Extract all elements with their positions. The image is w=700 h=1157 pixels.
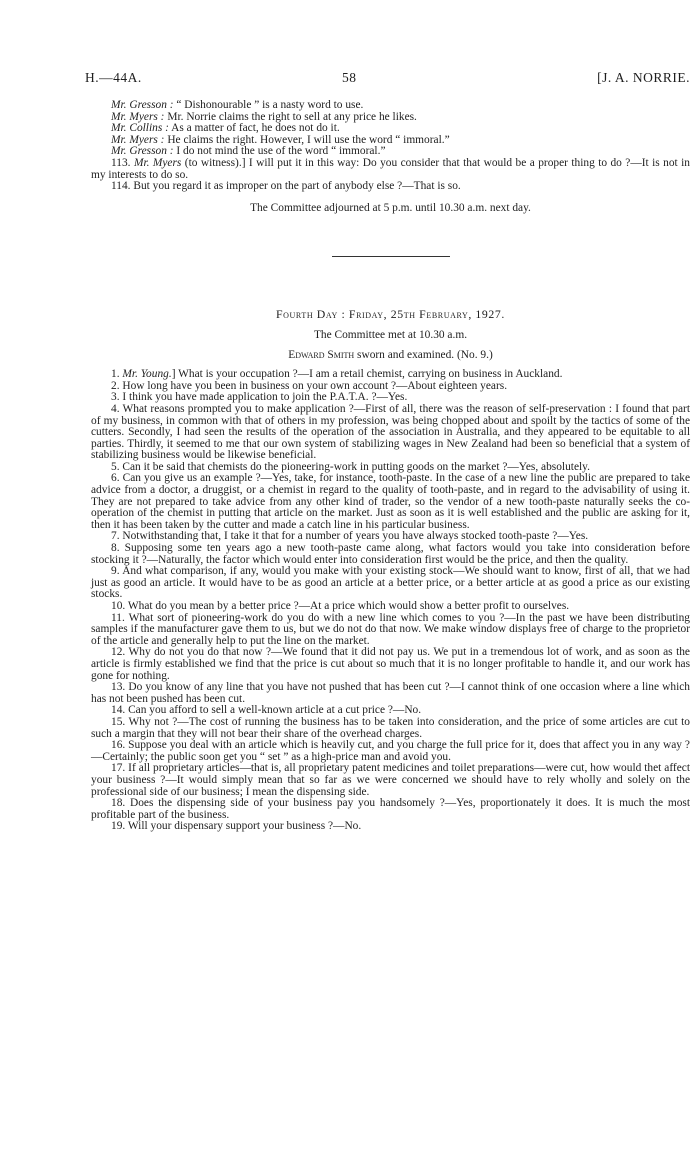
question-paragraph: 5. Can it be said that chemists do the pioneering-work in putting goods on the market ?—Yes, absolutely. <box>111 460 590 473</box>
question-paragraph: 17. If all proprietary articles—that is, all proprietary patent medicines and toilet preparations—were cut, how would thet affect your business ?—It would simply mean that so far as we were concerned we should have to rely wholly and solely on the professional side of our business; I mean the dispensing side. <box>91 762 690 798</box>
page-body <box>91 100 690 833</box>
question-1 <box>91 369 690 381</box>
question-paragraph: 10. What do you mean by a better price ?—At a price which would show a better profit to ourselves. <box>111 600 570 612</box>
question-paragraph: 19. Will your dispensary support your business ?—No. <box>111 820 362 833</box>
question-114: 114. But you regard it as improper on the part of anybody else ?—That is so. <box>111 180 461 193</box>
speaker-name: Mr. Myers : <box>111 133 165 146</box>
witness-running-head: [J. A. NORRIE. <box>597 70 690 85</box>
question-113 <box>91 158 690 181</box>
question-paragraph: 16. Suppose you deal with an article which is heavily cut, and you charge the full price for it, does that affect you in any way ?—Certainly; the public soon get you “ set ” as a high-price man and avoid you. <box>91 739 690 763</box>
speaker-name: Mr. Gresson : <box>111 99 174 111</box>
question-paragraph: 11. What sort of pioneering-work do you do with a new line which comes to you ?—In the past we have been distributing samples if the manufacturer gave them to us, but we do not do that now. We make window displays free of charge to the proprietor of the article and generally help to put the line on the market. <box>91 611 690 647</box>
question-paragraph: 4. What reasons prompted you to make application ?—First of all, there was the reason of self-preservation : I found that part of my business, in common with that of others in my profession, was being chopped about and spoilt by the tactics of some of the cutters. Secondly, I had seen the results of the operation of the association in Australia, and they appeared to be equitable to all parties. Thirdly, it seemed to me that our own system of stabilizing wages in New Zealand had been so beneficial that a system of stabilizing business would be likewise beneficial. <box>91 402 690 462</box>
question-paragraph: 18. Does the dispensing side of your business pay you handsomely ?—Yes, proportionately it does. It is much the most profitable part of the business. <box>91 797 690 821</box>
question-number: 1. <box>111 368 120 381</box>
question-paragraph: 7. Notwithstanding that, I take it that for a number of years you have always stocked tooth-paste ?—Yes. <box>111 530 589 543</box>
day-heading: Fourth Day : Friday, 25th February, 1927. <box>276 307 505 322</box>
witness-name: Edward Smith <box>288 348 355 361</box>
question-number: 113. <box>111 156 131 169</box>
question-paragraph: 8. Supposing some ten years ago a new tooth-paste came along, what factors would you take into consideration before stocking it ?—Naturally, the factor which would enter into consideration first would be the price, and then the quality. <box>91 542 690 566</box>
speaker-name: Mr. Gresson : <box>111 145 174 158</box>
speaker-name: Mr. Myers <box>133 156 182 169</box>
exchange-text: I do not mind the use of the word “ immoral.” <box>176 145 386 158</box>
adjournment-note: The Committee adjourned at 5 p.m. until 10.30 a.m. next day. <box>250 201 531 214</box>
exchange-text: “ Dishonourable ” is a nasty word to use. <box>176 99 364 111</box>
question-paragraph: 2. How long have you been in business on your own account ?—About eighteen years. <box>111 379 508 392</box>
page-number: 58 <box>342 70 357 85</box>
speaker-name: Mr. Young. <box>122 368 172 381</box>
report-reference: H.—44A. <box>85 70 142 85</box>
question-paragraph: 6. Can you give us an example ?—Yes, take, for instance, tooth-paste. In the case of a new line the public are prepared to take advice from a doctor, a druggist, or a chemist in regard to the quality of tooth-paste, and in regard to the advisability of using it. They are not prepared to take advice from any other kind of trader, so the vendor of a new tooth-paste naturally seeks the co-operation of the chemist in putting that article on the market. Just as soon as it is well established and the public are asking for it, then it has been taken by the cutter and made a catch line in his particular business. <box>91 472 690 531</box>
page-header <box>85 70 690 90</box>
question-paragraph: 13. Do you know of any line that you have not pushed that has been cut ?—I cannot think of one occasion where a line which has not been pushed has been cut. <box>91 681 690 705</box>
question-paragraph: 12. Why do not you do that now ?—We found that it did not pay us. We put in a tremendous lot of work, and as soon as the article is firmly established we find that the price is cut about so much that it is no longer profitable to handle it, and our work has gone for nothing. <box>91 646 690 682</box>
speaker-name: Mr. Myers : <box>111 110 165 123</box>
question-paragraph: 3. I think you have made application to join the P.A.T.A. ?—Yes. <box>111 391 408 404</box>
witness-status: sworn and examined. (No. 9.) <box>357 348 493 361</box>
speaker-name: Mr. Collins : <box>111 122 169 135</box>
question-paragraph: 15. Why not ?—The cost of running the business has to be taken into consideration, and the price of some articles are cut to such a margin that they will not bear their share of the overhead charges. <box>91 715 690 740</box>
question-paragraph: 14. Can you afford to sell a well-known article at a cut price ?—No. <box>111 704 422 717</box>
question-text: ] What is your occupation ?—I am a retail chemist, carrying on business in Auckland. <box>171 368 563 381</box>
section-divider <box>332 256 450 257</box>
committee-met-note: The Committee met at 10.30 a.m. <box>313 328 468 341</box>
question-paragraph: 9. And what comparison, if any, would you make with your existing stock—We should want to know, first of all, that we had just as good an article. It would have to be as good an article at a better price, or a better article at as good a price as our existing stocks. <box>91 565 690 601</box>
exchange-text: He claims the right. However, I will use the word “ immoral.” <box>167 133 450 146</box>
exchange-text: As a matter of fact, he does not do it. <box>171 122 340 135</box>
witness-line <box>91 350 690 362</box>
question-text: (to witness).] I will put it in this way: Do you consider that that would be a proper thing to do ?—It is not in my interests to do so. <box>91 156 690 181</box>
exchange-text: Mr. Norrie claims the right to sell at any price he likes. <box>167 110 417 123</box>
